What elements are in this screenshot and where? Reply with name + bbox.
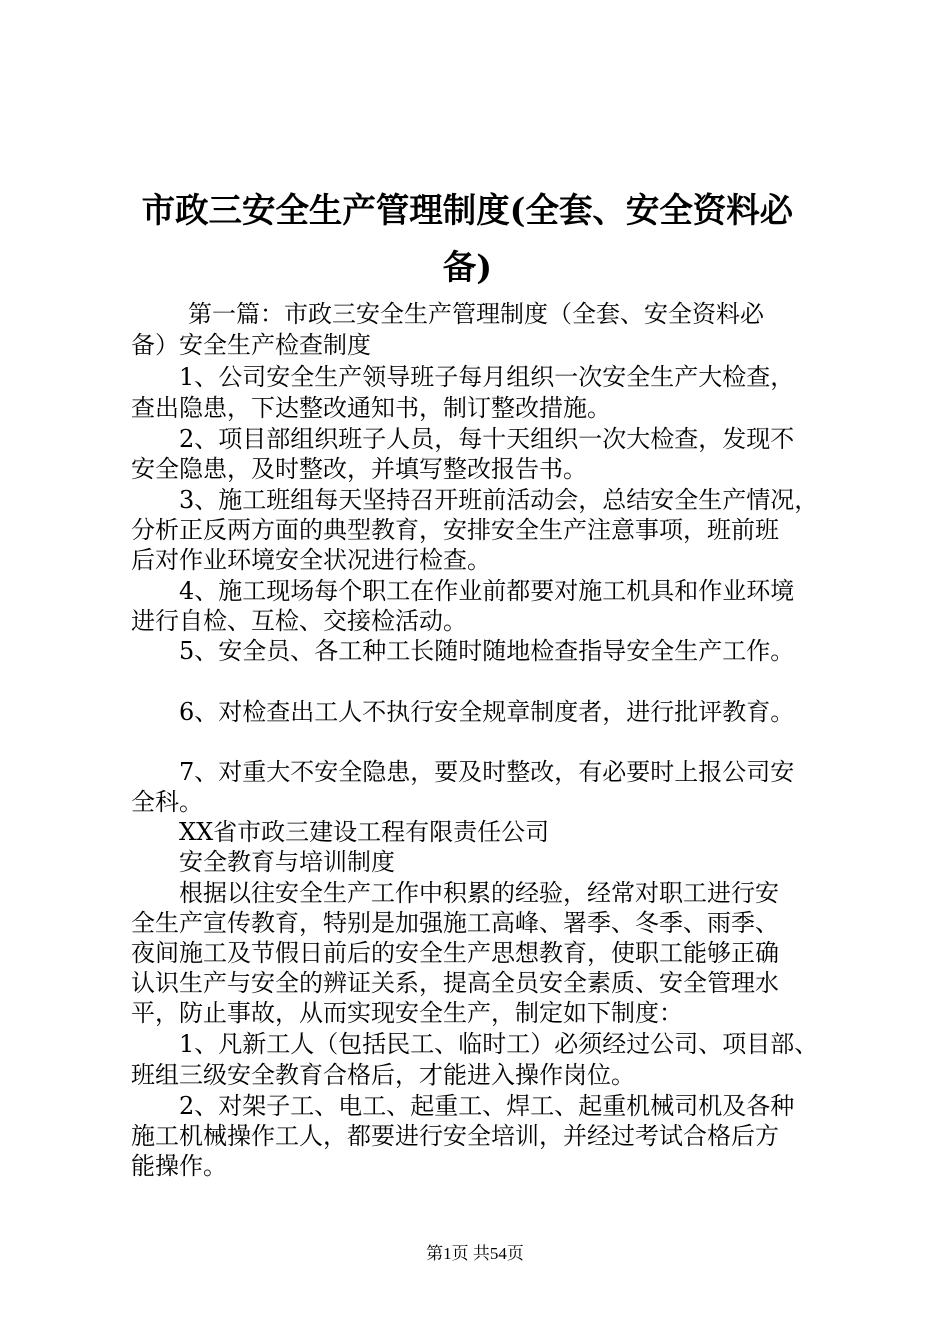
body-line: 根据以往安全生产工作中积累的经验，经常对职工进行安: [179, 879, 779, 907]
body-line: 3、施工班组每天坚持召开班前活动会，总结安全生产情况，: [179, 486, 819, 514]
body-line: 2、对架子工、电工、起重工、焊工、起重机械司机及各种: [179, 1092, 795, 1120]
body-line: 夜间施工及节假日前后的安全生产思想教育，使职工能够正确: [131, 939, 779, 967]
body-line: 安全隐患，及时整改，并填写整改报告书。: [131, 455, 587, 483]
body-line: 全科。: [131, 788, 203, 816]
body-line: 平，防止事故，从而实现安全生产，制定如下制度：: [131, 999, 683, 1027]
body-line: 6、对检查出工人不执行安全规章制度者，进行批评教育。: [179, 698, 795, 726]
document-title-line-1: 市政三安全生产管理制度(全套、安全资料必: [141, 191, 794, 231]
body-line: 2、项目部组织班子人员，每十天组织一次大检查，发现不: [179, 425, 795, 453]
body-line: 安全教育与培训制度: [179, 848, 395, 876]
body-line: 备）安全生产检查制度: [131, 331, 371, 359]
body-line: 4、施工现场每个职工在作业前都要对施工机具和作业环境: [179, 577, 795, 605]
body-line: 施工机械操作工人，都要进行安全培训，并经过考试合格后方: [131, 1122, 779, 1150]
body-line: 5、安全员、各工种工长随时随地检查指导安全生产工作。: [179, 637, 795, 665]
document-title-line-2: 备): [442, 248, 493, 288]
page-footer: 第1页 共54页: [426, 1244, 524, 1263]
body-line: 7、对重大不安全隐患，要及时整改，有必要时上报公司安: [179, 758, 795, 786]
body-line: 能操作。: [131, 1152, 227, 1180]
body-line: 后对作业环境安全状况进行检查。: [131, 546, 491, 574]
body-line: 认识生产与安全的辨证关系，提高全员安全素质、安全管理水: [131, 969, 779, 997]
body-line: 1、公司安全生产领导班子每月组织一次安全生产大检查，: [179, 363, 795, 391]
body-line: 全生产宣传教育，特别是加强施工高峰、署季、冬季、雨季、: [131, 909, 779, 937]
body-line: 查出隐患，下达整改通知书，制订整改措施。: [131, 394, 611, 422]
body-line: 进行自检、互检、交接检活动。: [131, 607, 467, 635]
body-line: 第一篇：市政三安全生产管理制度（全套、安全资料必: [188, 300, 764, 328]
body-line: 班组三级安全教育合格后，才能进入操作岗位。: [131, 1061, 635, 1089]
body-line: XX省市政三建设工程有限责任公司: [179, 818, 550, 846]
body-line: 1、凡新工人（包括民工、临时工）必须经过公司、项目部、: [179, 1030, 819, 1058]
body-line: 分析正反两方面的典型教育，安排安全生产注意事项，班前班: [131, 516, 779, 544]
